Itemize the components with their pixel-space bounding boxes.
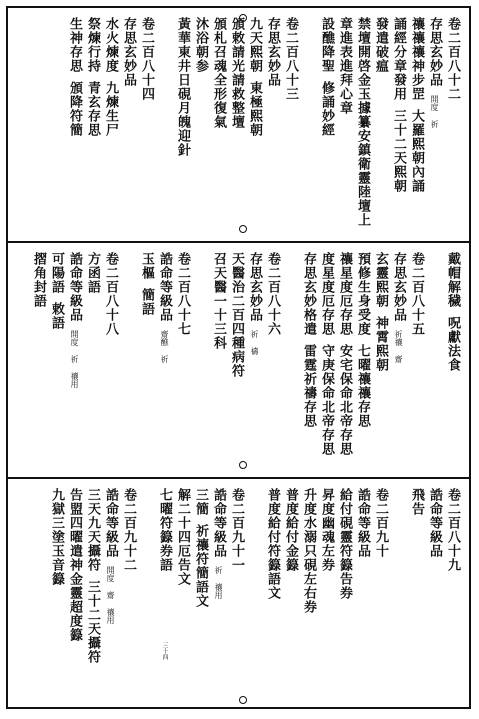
text-column <box>443 488 461 572</box>
column-main-text: 祭煉行持 <box>85 17 100 73</box>
column-main-text: 發遣破瘟 <box>373 17 388 73</box>
text-column <box>371 252 389 372</box>
text-column <box>101 488 119 624</box>
column-main-text: 禁壇開啓金玉據纂安鎮衛靈陸壇上 <box>355 17 370 227</box>
column-main-text: 解二十四厄告文 <box>175 488 190 586</box>
column-secondary-text: 三十二天攝符 <box>85 580 100 664</box>
text-column <box>101 17 119 137</box>
text-column <box>227 252 245 378</box>
text-column <box>443 17 461 101</box>
column-secondary-text: 青玄存思 <box>85 81 100 137</box>
column-main-text: 頒敕請光請救整壇 <box>229 17 244 129</box>
column-main-text: 誥命等級品 <box>67 252 82 322</box>
column-secondary-text: 安宅保命北帝存思 <box>337 344 352 456</box>
text-column <box>443 252 461 372</box>
column-main-text: 天醫治二百四種病符 <box>229 252 244 378</box>
column-secondary-text: 修誦妙經 <box>319 81 334 137</box>
column-main-text: 三簡 <box>193 488 208 516</box>
column-main-text: 卷二百九十一 <box>229 488 244 572</box>
column-main-text: 飛告 <box>409 488 424 516</box>
column-main-text: 度星度厄存思 <box>319 252 334 336</box>
text-column <box>191 17 209 73</box>
column-main-text: 可陽語 <box>49 252 64 294</box>
column-main-text: 誦經分章發用 <box>391 17 406 101</box>
panel-divider-2 <box>8 477 469 479</box>
column-main-text: 卷二百八十五 <box>409 252 424 336</box>
column-secondary-text: 神霄熙朝 <box>373 316 388 372</box>
column-secondary-text: 三十二天熙朝 <box>391 109 406 193</box>
column-secondary-text: 七曜禳禳存思 <box>355 344 370 428</box>
column-main-text: 章進表進拜心章 <box>337 17 352 115</box>
column-secondary-text: 頒降符簡 <box>67 81 82 137</box>
text-column <box>263 252 281 336</box>
text-column <box>425 488 443 558</box>
text-column <box>335 488 353 600</box>
column-main-text: 方函語 <box>85 252 100 294</box>
column-main-text: 存思玄妙格遣 <box>301 252 316 336</box>
column-main-text: 卷二百八十七 <box>175 252 190 336</box>
column-secondary-text: 雷霆祈禱存思 <box>301 344 316 428</box>
column-main-text: 存思玄妙品 <box>121 17 136 87</box>
text-column <box>83 252 101 294</box>
column-main-text: 三天九天攝符 <box>85 488 100 572</box>
column-main-text: 黃華東井日硯月魄迎針 <box>175 17 190 157</box>
text-column <box>191 488 209 608</box>
column-main-text: 卷二百九十二 <box>121 488 136 572</box>
page-number: 三十四 <box>161 642 168 660</box>
text-column <box>101 252 119 336</box>
text-column <box>407 488 425 516</box>
column-main-text: 召天醫一十三科 <box>211 252 226 350</box>
text-column <box>281 17 299 101</box>
column-main-text: 普度給付符籙語文 <box>265 488 280 600</box>
column-main-text: 卷二百八十六 <box>265 252 280 336</box>
text-column <box>299 488 317 614</box>
column-main-text: 存思玄妙品 <box>247 252 262 322</box>
text-column <box>227 17 245 129</box>
text-column <box>209 252 227 350</box>
column-secondary-text: 大羅熙朝內誦 <box>409 109 424 193</box>
text-column <box>335 252 353 456</box>
text-column <box>407 252 425 336</box>
text-column <box>65 488 83 642</box>
column-main-text: 摺角封語 <box>31 252 46 308</box>
panel-3 <box>8 480 469 708</box>
text-column <box>335 17 353 115</box>
column-main-text: 昇度幽魂左券 <box>319 488 334 572</box>
text-column <box>47 252 65 330</box>
column-main-text: 卷二百八十三 <box>283 17 298 101</box>
column-main-text: 卷二百八十二 <box>445 17 460 101</box>
text-column <box>47 488 65 586</box>
column-main-text: 升度水溺只硯左右券 <box>301 488 316 614</box>
column-main-text: 給付硯靈符籙告券 <box>337 488 352 600</box>
column-main-text: 九獄三塗玉音籙 <box>49 488 64 586</box>
column-secondary-text: 祈 禱 <box>250 330 259 355</box>
column-main-text: 預修生身受度 <box>355 252 370 336</box>
text-column <box>119 17 137 87</box>
column-secondary-text: 齋醮 祈 <box>160 330 169 363</box>
text-column <box>173 488 191 586</box>
text-column <box>155 252 173 363</box>
column-secondary-text: 祈禳 齋 <box>394 330 403 363</box>
text-column <box>317 17 335 137</box>
text-column <box>227 488 245 572</box>
column-main-text: 戴帽解穢 <box>445 252 460 308</box>
text-column <box>209 488 227 599</box>
column-secondary-text: 祈 禳用 <box>214 566 223 599</box>
column-secondary-text: 呪獻法食 <box>445 316 460 372</box>
text-column <box>353 17 371 227</box>
text-column <box>137 17 155 101</box>
text-column <box>389 17 407 193</box>
column-secondary-text: 開度 齋 禳用 <box>106 566 115 624</box>
column-secondary-text: 九煉生尸 <box>103 81 118 137</box>
panel-2 <box>8 244 469 477</box>
text-column <box>173 17 191 157</box>
text-column <box>317 488 335 572</box>
column-main-text: 普度給付金籙 <box>283 488 298 572</box>
text-column <box>83 17 101 137</box>
column-main-text: 存思玄妙品 <box>391 252 406 322</box>
column-main-text: 告盟四曜遣神金靈超度籙 <box>67 488 82 642</box>
column-main-text: 存思玄妙品 <box>265 17 280 87</box>
column-main-text: 玉樞 <box>139 252 154 280</box>
column-main-text: 設醮降聖 <box>319 17 334 73</box>
text-column <box>281 488 299 572</box>
text-column <box>263 17 281 87</box>
column-secondary-text: 敕語 <box>49 302 64 330</box>
column-main-text: 誥命等級品 <box>211 488 226 558</box>
text-column <box>263 488 281 600</box>
text-column <box>155 488 173 572</box>
text-column <box>65 17 83 137</box>
text-column <box>119 488 137 572</box>
text-column <box>317 252 335 456</box>
text-column <box>353 488 371 558</box>
column-secondary-text: 東極熙朝 <box>247 81 262 137</box>
text-column <box>209 17 227 129</box>
text-column <box>245 252 263 355</box>
column-secondary-text: 開度 祈 禳用 <box>70 330 79 388</box>
column-main-text: 卷二百八十九 <box>445 488 460 572</box>
column-main-text: 九天熙朝 <box>247 17 262 73</box>
column-main-text: 誥命等級品 <box>157 252 172 322</box>
column-main-text: 禳禳禳神步罡 <box>409 17 424 101</box>
column-main-text: 玄靈熙朝 <box>373 252 388 308</box>
column-secondary-text: 祈禳符簡語文 <box>193 524 208 608</box>
text-column <box>137 252 155 316</box>
column-main-text: 卷二百九十 <box>373 488 388 558</box>
text-column <box>407 17 425 193</box>
panel-divider-1 <box>8 241 469 243</box>
column-main-text: 卷二百八十四 <box>139 17 154 101</box>
panel-3-columns <box>16 488 461 704</box>
column-secondary-text: 簡語 <box>139 288 154 316</box>
text-column <box>371 17 389 73</box>
column-main-text: 七曜符籙券語 <box>157 488 172 572</box>
column-main-text: 生神存思 <box>67 17 82 73</box>
column-main-text: 卷二百八十八 <box>103 252 118 336</box>
text-column <box>299 252 317 428</box>
column-main-text: 水火煉度 <box>103 17 118 73</box>
column-secondary-text: 開度 祈 <box>430 95 439 128</box>
column-main-text: 誥命等級品 <box>355 488 370 558</box>
text-column <box>389 252 407 363</box>
column-main-text: 存思玄妙品 <box>427 17 442 87</box>
column-main-text: 禳星度厄存思 <box>337 252 352 336</box>
text-column <box>371 488 389 558</box>
column-main-text: 沐浴朝参 <box>193 17 208 73</box>
text-column <box>29 252 47 308</box>
text-column <box>83 488 101 664</box>
column-main-text: 誥命等級品 <box>427 488 442 558</box>
text-column <box>245 17 263 137</box>
text-column <box>173 252 191 336</box>
column-secondary-text: 守庚保命北帝存思 <box>319 344 334 456</box>
text-column <box>65 252 83 388</box>
column-main-text: 誥命等級品 <box>103 488 118 558</box>
text-column <box>353 252 371 428</box>
text-column <box>425 17 443 128</box>
panel-2-columns <box>16 252 461 473</box>
column-main-text: 頒札召魂全形復氣 <box>211 17 226 129</box>
panel-1 <box>8 9 469 241</box>
panel-1-columns <box>16 17 461 237</box>
